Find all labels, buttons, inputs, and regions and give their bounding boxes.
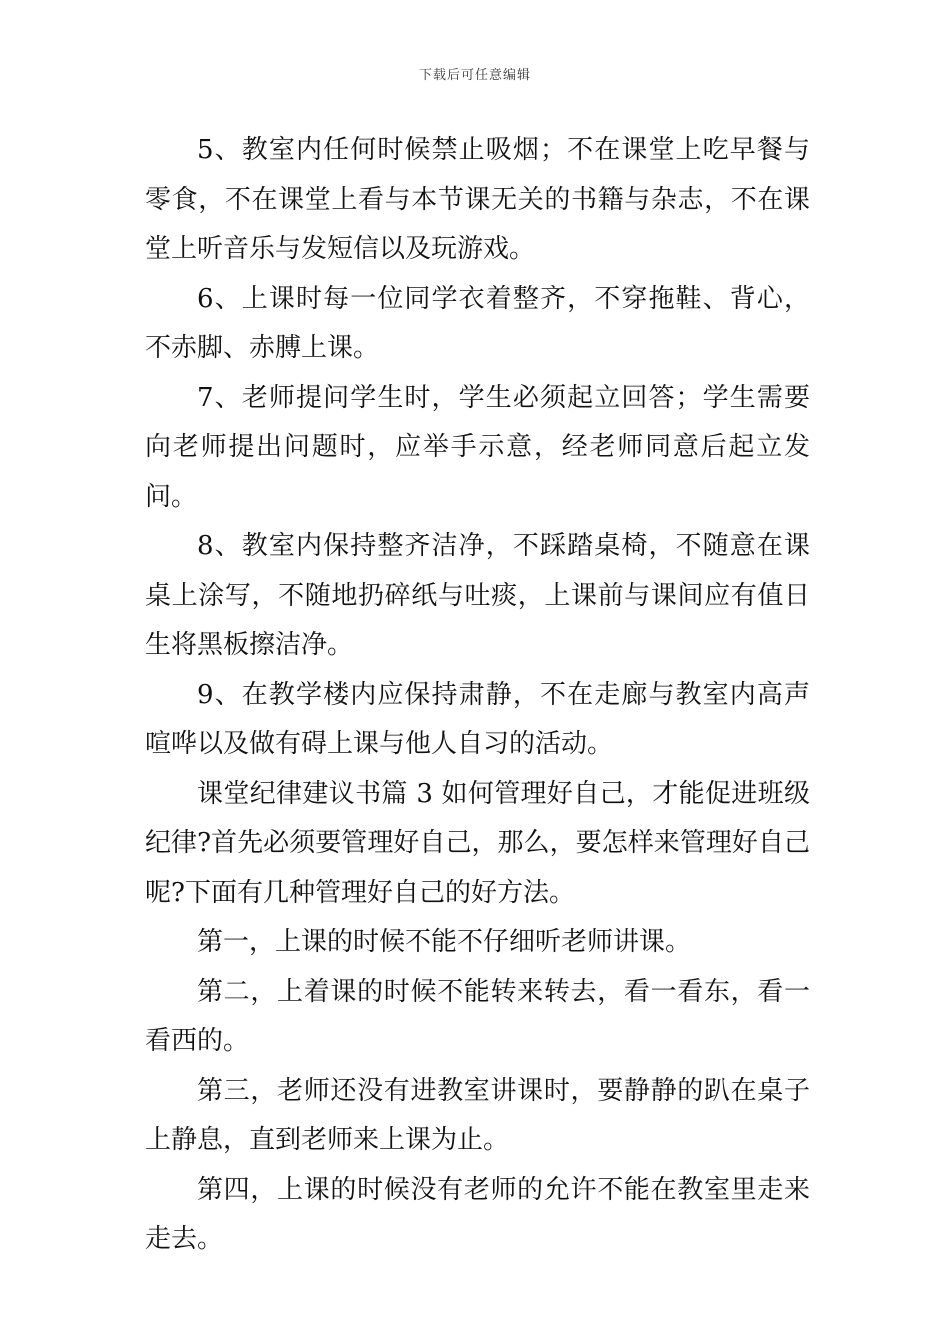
paragraph-rule-9: 9、在教学楼内应保持肃静，不在走廊与教室内高声喧哗以及做有碍上课与他人自习的活动。 <box>145 679 810 759</box>
paragraph-method-1: 第一，上课的时候不能不仔细听老师讲课。 <box>197 927 692 957</box>
paragraph-rule-5: 5、教室内任何时候禁止吸烟；不在课堂上吃早餐与零食，不在课堂上看与本节课无关的书籍与杂志，不在课堂上听音乐与发短信以及玩游戏。 <box>145 135 810 264</box>
paragraph-rule-6: 6、上课时每一位同学衣着整齐，不穿拖鞋、背心，不赤脚、赤膊上课。 <box>145 283 810 363</box>
paragraph-section-3-intro: 课堂纪律建议书篇 3 如何管理好自己，才能促进班级纪律?首先必须要管理好自己，那么，要怎样来管理好自己呢?下面有几种管理好自己的好方法。 <box>145 778 810 908</box>
page-header-note: 下载后可任意编辑 <box>418 68 531 83</box>
paragraph-method-4: 第四，上课的时候没有老师的允许不能在教室里走来走去。 <box>145 1174 810 1254</box>
paragraph-rule-8: 8、教室内保持整齐洁净，不踩踏桌椅，不随意在课桌上涂写，不随地扔碎纸与吐痰，上课前与课间应有值日生将黑板擦洁净。 <box>145 531 810 660</box>
paragraph-method-3: 第三，老师还没有进教室讲课时，要静静的趴在桌子上静息，直到老师来上课为止。 <box>145 1075 810 1155</box>
paragraph-method-2: 第二，上着课的时候不能转来转去，看一看东，看一看西的。 <box>145 976 810 1056</box>
paragraph-rule-7: 7、老师提问学生时，学生必须起立回答；学生需要向老师提出问题时，应举手示意，经老师同意后起立发问。 <box>145 382 810 512</box>
document-body <box>145 126 810 1265</box>
